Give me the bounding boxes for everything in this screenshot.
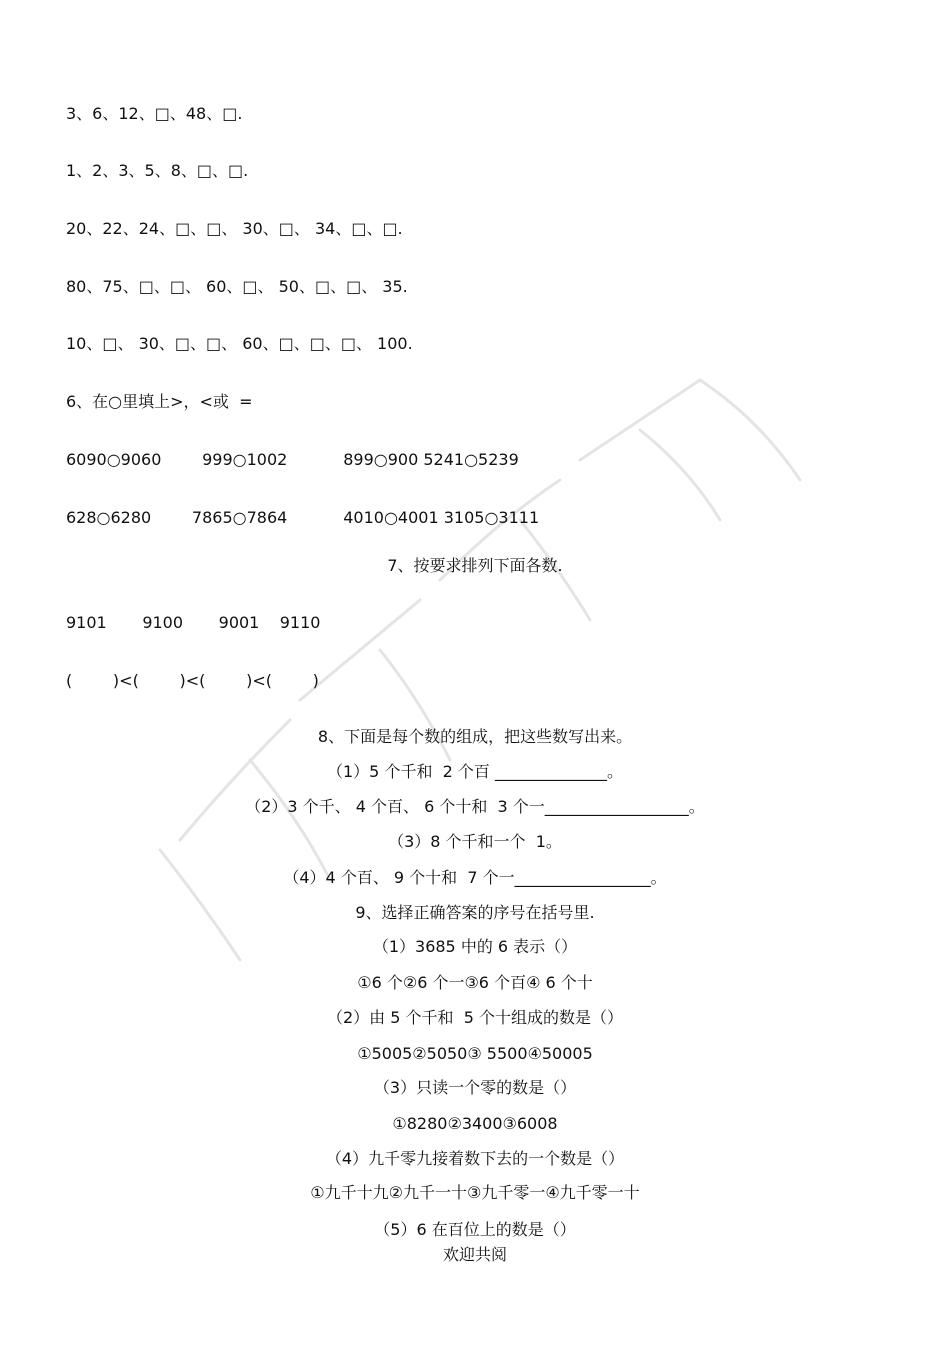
page-footer: 欢迎共阅 — [442, 1245, 507, 1264]
q8-item-3: （3）8 个千和一个 1。 — [388, 832, 562, 851]
q9-item-1: （1）3685 中的 6 表示（） — [372, 937, 578, 956]
q8-item-1: （1）5 个千和 2 个百 ______________。 — [327, 762, 623, 781]
q7-order: ( )<( )<( )<( ) — [66, 671, 319, 690]
q7-title: 7、按要求排列下面各数. — [387, 556, 563, 575]
sequence-line-4: 80、75、□、□、 60、□、 50、□、□、 35. — [66, 277, 408, 296]
q6-row-2: 628○6280 7865○7864 4010○4001 3105○3111 — [66, 508, 540, 527]
sequence-line-5: 10、□、 30、□、□、 60、□、□、□、 100. — [66, 334, 413, 353]
sequence-line-1: 3、6、12、□、48、□. — [66, 104, 243, 123]
q8-title: 8、下面是每个数的组成，把这些数写出来。 — [317, 727, 633, 746]
sequence-line-2: 1、2、3、5、8、□、□. — [66, 161, 249, 180]
q9-item-2: ①6 个②6 个一③6 个百④ 6 个十 — [357, 973, 593, 992]
q9-item-8: ①九千十九②九千一十③九千零一④九千零一十 — [310, 1183, 640, 1202]
q9-item-9: （5）6 在百位上的数是（） — [374, 1220, 576, 1239]
q9-item-6: ①8280②3400③6008 — [392, 1114, 558, 1133]
q9-title: 9、选择正确答案的序号在括号里. — [355, 903, 595, 922]
q9-item-5: （3）只读一个零的数是（） — [373, 1078, 577, 1097]
q6-title: 6、在○里填上>，<或 = — [66, 392, 253, 411]
q9-item-7: （4）九千零九接着数下去的一个数是（） — [325, 1149, 625, 1168]
sequence-line-3: 20、22、24、□、□、 30、□、 34、□、□. — [66, 219, 403, 238]
q9-item-3: （2）由 5 个千和 5 个十组成的数是（） — [327, 1008, 623, 1027]
q8-item-4: （4）4 个百、 9 个十和 7 个一_________________。 — [283, 868, 667, 887]
q9-item-4: ①5005②5050③ 5500④50005 — [357, 1044, 593, 1063]
q6-row-1: 6090○9060 999○1002 899○900 5241○5239 — [66, 450, 519, 469]
q7-numbers: 9101 9100 9001 9110 — [66, 613, 321, 632]
q8-item-2: （2）3 个千、 4 个百、 6 个十和 3 个一__________________。 — [245, 797, 705, 816]
